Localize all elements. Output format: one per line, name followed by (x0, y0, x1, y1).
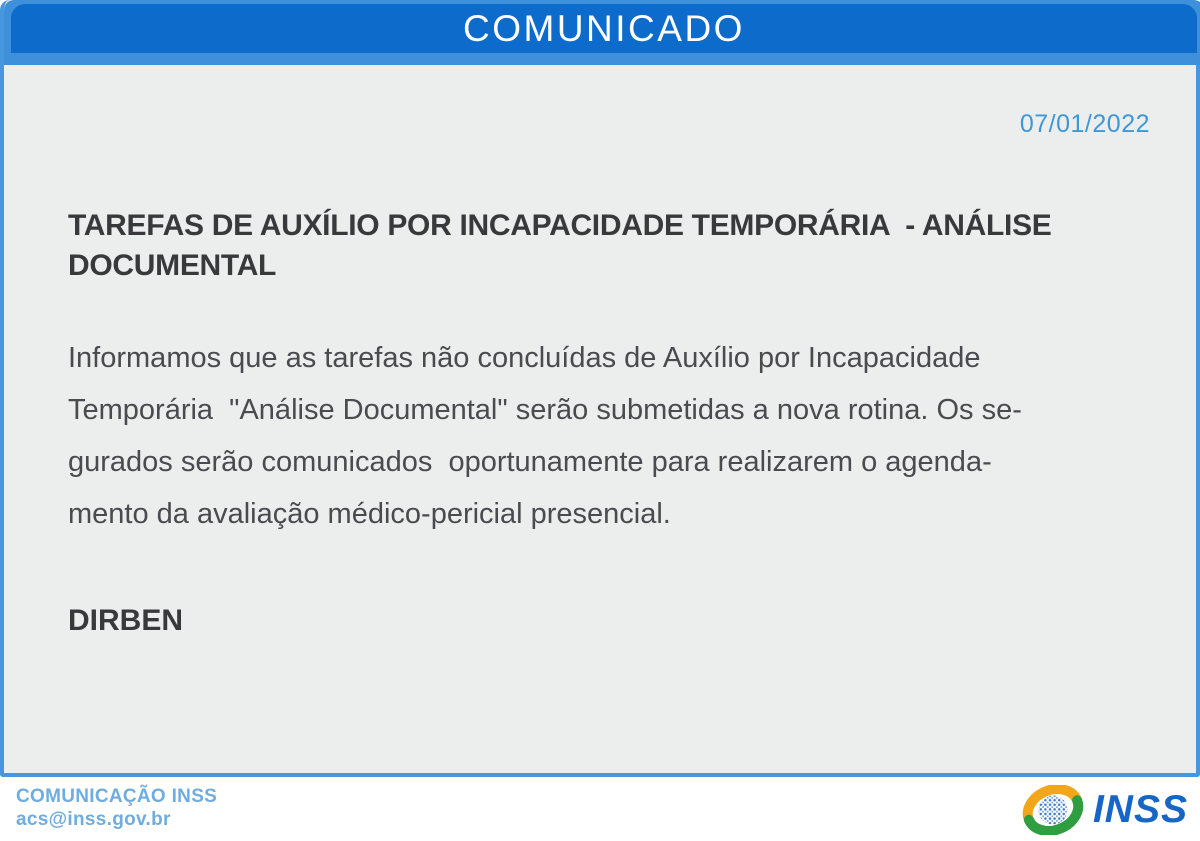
inss-logo (1021, 785, 1188, 835)
notice-title-line: DOCUMENTAL (68, 249, 277, 282)
notice-signature: DIRBEN (68, 604, 184, 637)
inss-logo-wordmark: INSS (1092, 788, 1188, 831)
footer-email: acs@inss.gov.br (16, 809, 171, 830)
header-bar (11, 4, 1197, 53)
notice-title (68, 206, 1052, 286)
inss-logo-emblem (1021, 785, 1085, 835)
notice-date: 07/01/2022 (1019, 110, 1150, 138)
footer-contact-block (16, 785, 217, 831)
footer-org-name: COMUNICAÇÃO INSS (16, 786, 218, 807)
notice-body-line: Informamos que as tarefas não concluídas de Auxílio por Incapacidade (68, 342, 981, 374)
notice-body-line: gurados serão comunicados oportunamente para realizarem o agenda- (68, 446, 992, 478)
notice-title-line: TAREFAS DE AUXÍLIO POR INCAPACIDADE TEMPORÁRIA - ANÁLISE (68, 209, 1052, 242)
notice-body-line: Temporária "Análise Documental" serão submetidas a nova rotina. Os se- (68, 394, 1022, 426)
header-strip (4, 0, 1200, 65)
page-title: COMUNICADO (463, 7, 745, 49)
footer (0, 777, 1200, 841)
notice-body (68, 332, 1022, 540)
notice-body-line: mento da avaliação médico-pericial presencial. (68, 498, 671, 530)
